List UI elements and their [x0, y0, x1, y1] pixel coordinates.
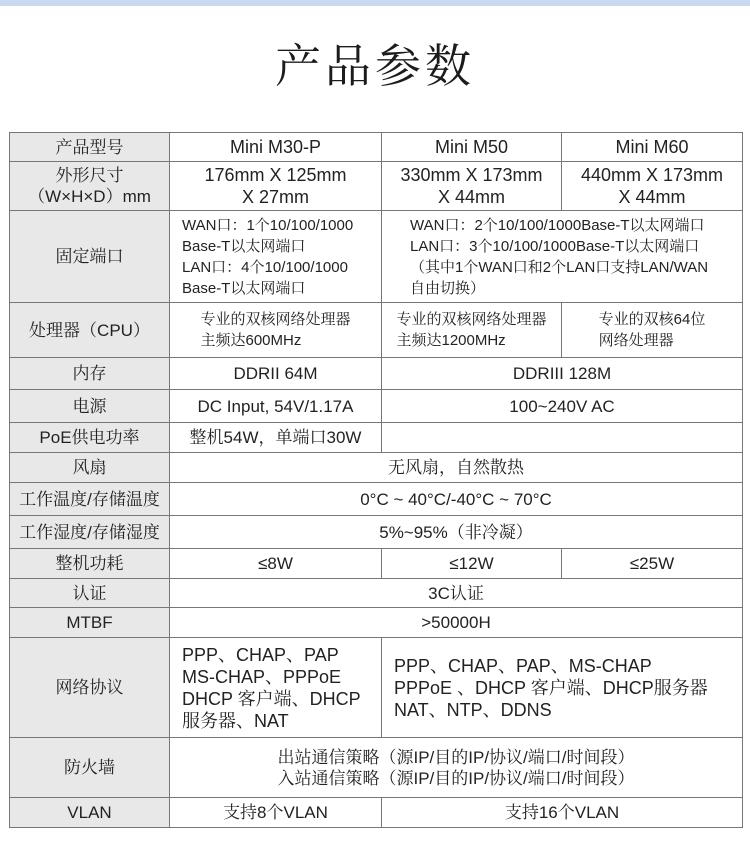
table-row: [10, 390, 743, 423]
power-m30: DC Input, 54V/1.17A: [170, 390, 382, 423]
row-label: 防火墙: [10, 738, 170, 798]
table-row: [10, 358, 743, 390]
table-row: [10, 738, 743, 798]
protocols-m5060-line2: PPPoE 、DHCP 客户端、DHCP服务器: [394, 677, 708, 698]
ports-m30-line2: Base-T以太网端口: [182, 237, 306, 255]
temp-value: 0°C ~ 40°C/-40°C ~ 70°C: [170, 483, 743, 516]
size-m30-line2: X 27mm: [241, 187, 310, 207]
row-label: 整机功耗: [10, 549, 170, 579]
size-m50-line1: 330mm X 173mm: [400, 165, 543, 185]
table-row: [10, 516, 743, 549]
table-row: [10, 798, 743, 828]
size-m30-line1: 176mm X 125mm: [204, 165, 347, 185]
model-m30: Mini M30-P: [170, 133, 382, 162]
cpu-m60-line1: 专业的双核64位: [598, 311, 706, 328]
size-m60-line2: X 44mm: [618, 187, 686, 207]
memory-m30: DDRII 64M: [170, 358, 382, 390]
protocols-m30-line4: 服务器、NAT: [182, 710, 289, 731]
row-label: 产品型号: [10, 133, 170, 162]
ports-m30: [170, 211, 382, 303]
size-m50: [382, 162, 562, 211]
vlan-m30: 支持8个VLAN: [170, 798, 382, 828]
row-label: 网络协议: [10, 638, 170, 738]
row-label: 处理器（CPU）: [10, 303, 170, 358]
size-m60: [562, 162, 743, 211]
table-row: [10, 483, 743, 516]
model-m60: Mini M60: [562, 133, 743, 162]
cpu-m60-line2: 网络处理器: [598, 332, 674, 349]
row-label: 工作湿度/存储湿度: [10, 516, 170, 549]
ports-m30-line3: LAN口：4个10/100/1000: [182, 258, 348, 276]
size-m30: [170, 162, 382, 211]
row-label: 认证: [10, 579, 170, 608]
vlan-m50-m60: 支持16个VLAN: [382, 798, 743, 828]
protocols-m5060-line3: NAT、NTP、DDNS: [394, 699, 552, 720]
cpu-m60: [562, 303, 743, 358]
row-label: 工作温度/存储温度: [10, 483, 170, 516]
table-row: [10, 638, 743, 738]
cert-value: 3C认证: [170, 579, 743, 608]
size-label-line1: 外形尺寸: [55, 166, 124, 185]
table-row: [10, 423, 743, 453]
model-m50: Mini M50: [382, 133, 562, 162]
firewall-line1: 出站通信策略（源IP/目的IP/协议/端口/时间段）: [277, 747, 635, 767]
protocols-m5060-line1: PPP、CHAP、PAP、MS-CHAP: [394, 655, 652, 676]
table-row: [10, 133, 743, 162]
firewall-line2: 入站通信策略（源IP/目的IP/协议/端口/时间段）: [277, 768, 635, 788]
cpu-m30-line2: 主频达600MHz: [200, 332, 302, 349]
ports-m5060-line2: LAN口：3个10/100/1000Base-T以太网端口: [410, 237, 700, 255]
row-label: MTBF: [10, 608, 170, 638]
memory-m50-m60: DDRIII 128M: [382, 358, 743, 390]
protocols-m30-line1: PPP、CHAP、PAP: [182, 644, 339, 665]
table-row: [10, 453, 743, 483]
row-label: 电源: [10, 390, 170, 423]
protocols-m30: [170, 638, 382, 738]
spec-table: [9, 132, 743, 828]
table-row: [10, 549, 743, 579]
humidity-value: 5%~95%（非冷凝）: [170, 516, 743, 549]
poe-m50-m60: [382, 423, 743, 453]
size-m60-line1: 440mm X 173mm: [580, 165, 724, 185]
protocols-m50-m60: [382, 638, 743, 738]
ports-m5060-line1: WAN口：2个10/100/1000Base-T以太网端口: [410, 216, 705, 234]
size-m50-line2: X 44mm: [437, 187, 506, 207]
ports-m30-line4: Base-T以太网端口: [182, 279, 306, 297]
ports-m5060-line3: （其中1个WAN口和2个LAN口支持LAN/WAN: [410, 258, 709, 276]
table-row: [10, 579, 743, 608]
poe-m30: 整机54W，单端口30W: [170, 423, 382, 453]
cpu-m50-line2: 主频达1200MHz: [396, 332, 506, 349]
ports-m50-m60: [382, 211, 743, 303]
row-label: 固定端口: [10, 211, 170, 303]
power-m50-m60: 100~240V AC: [382, 390, 743, 423]
protocols-m30-line2: MS-CHAP、PPPoE: [182, 666, 342, 687]
fan-value: 无风扇，自然散热: [170, 453, 743, 483]
cpu-m50: [382, 303, 562, 358]
consumption-m30: ≤8W: [170, 549, 382, 579]
ports-m30-line1: WAN口：1个10/100/1000: [182, 216, 354, 234]
table-row: [10, 162, 743, 211]
row-label: VLAN: [10, 798, 170, 828]
table-row: [10, 608, 743, 638]
ports-m5060-line4: 自由切换）: [410, 279, 486, 297]
row-label: [10, 162, 170, 211]
page-title: 产品参数: [275, 40, 475, 92]
protocols-m30-line3: DHCP 客户端、DHCP: [182, 688, 361, 709]
consumption-m60: ≤25W: [562, 549, 743, 579]
table-row: [10, 303, 743, 358]
row-label: 风扇: [10, 453, 170, 483]
cpu-m50-line1: 专业的双核网络处理器: [396, 311, 547, 328]
size-label-line2: （W×H×D）mm: [28, 187, 151, 206]
table-row: [10, 211, 743, 303]
cpu-m30: [170, 303, 382, 358]
row-label: PoE供电功率: [10, 423, 170, 453]
top-accent-bar: [0, 0, 750, 6]
row-label: 内存: [10, 358, 170, 390]
cpu-m30-line1: 专业的双核网络处理器: [200, 311, 351, 328]
mtbf-value: >50000H: [170, 608, 743, 638]
firewall-value: [170, 738, 743, 798]
consumption-m50: ≤12W: [382, 549, 562, 579]
